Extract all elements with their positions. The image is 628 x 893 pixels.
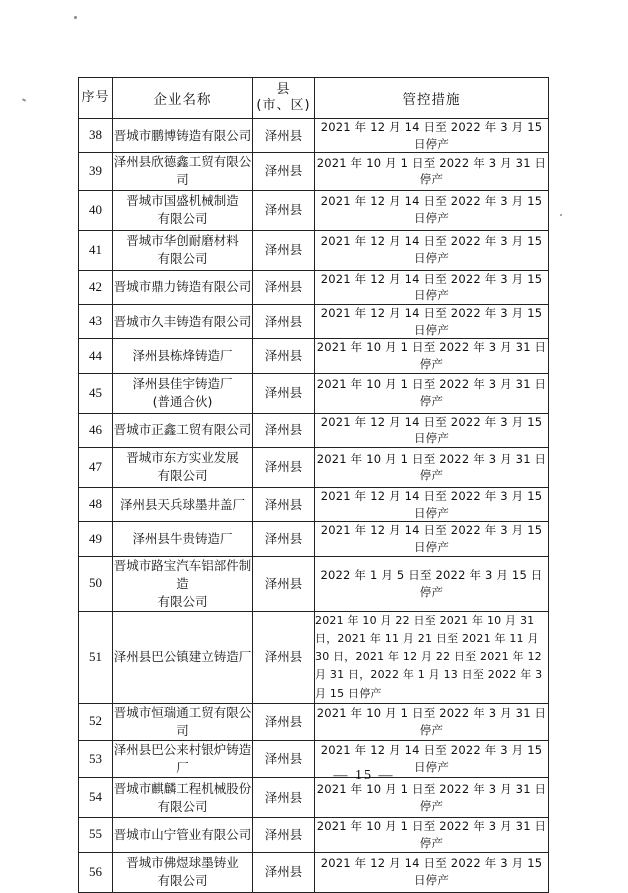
- cell-no: 53: [79, 740, 113, 777]
- cell-county: 泽州县: [253, 230, 315, 270]
- cell-county: 泽州县: [253, 270, 315, 304]
- cell-company-name: [113, 413, 253, 447]
- company-name-line: 有限公司: [157, 798, 208, 814]
- company-name-line: (普通合伙): [152, 394, 213, 410]
- company-name-line: 晋城市国盛机械制造: [126, 192, 239, 208]
- cell-control-measure: 2021 年 10 月 1 日至 2022 年 3 月 31 日停产: [315, 818, 549, 852]
- cell-county: 泽州县: [253, 522, 315, 556]
- cell-control-measure: 2021 年 10 月 1 日至 2022 年 3 月 31 日停产: [315, 447, 549, 487]
- table-row: [79, 818, 549, 852]
- company-name-line: 泽州县佳宇铸造厂: [132, 376, 233, 391]
- table-row: [79, 270, 549, 304]
- cell-company-name: [113, 230, 253, 270]
- cell-county: 泽州县: [253, 778, 315, 818]
- company-name-line: 泽州县巴公来村银炉铸造厂: [113, 741, 252, 776]
- company-name-line: 晋城市正鑫工贸有限公司: [113, 422, 252, 438]
- cell-company-name: [113, 119, 253, 153]
- company-name-line: 泽州县欣德鑫工贸有限公司: [113, 154, 252, 188]
- table-row: [79, 852, 549, 892]
- company-name-line: 晋城市恒瑞通工贸有限公司: [113, 704, 252, 738]
- cell-company-name: [113, 522, 253, 556]
- header-no: [79, 78, 113, 119]
- header-no-label: 序号: [81, 89, 110, 105]
- cell-control-measure: 2022 年 1 月 5 日至 2022 年 3 月 15 日停产: [315, 556, 549, 611]
- cell-control-measure: 2021 年 12 月 14 日至 2022 年 3 月 15 日停产: [315, 304, 549, 338]
- cell-control-measure: 2021 年 10 月 1 日至 2022 年 3 月 31 日停产: [315, 339, 549, 373]
- cell-county: 泽州县: [253, 556, 315, 611]
- cell-company-name: [113, 447, 253, 487]
- company-name-line: 泽州县栋烽铸造厂: [132, 347, 233, 363]
- cell-county: 泽州县: [253, 740, 315, 777]
- table-row: [79, 230, 549, 270]
- cell-county: 泽州县: [253, 190, 315, 230]
- cell-control-measure: 2021 年 12 月 14 日至 2022 年 3 月 15 日停产: [315, 119, 549, 153]
- cell-county: 泽州县: [253, 339, 315, 373]
- cell-no: 42: [79, 270, 113, 304]
- header-county-line1: 县: [276, 82, 291, 98]
- company-name-line: 有限公司: [157, 211, 208, 227]
- cell-no: 40: [79, 190, 113, 230]
- cell-county: 泽州县: [253, 703, 315, 740]
- cell-no: 47: [79, 447, 113, 487]
- company-name-line: 晋城市鼎力铸造有限公司: [113, 279, 252, 295]
- table-row: [79, 487, 549, 521]
- cell-control-measure: 2021 年 10 月 1 日至 2022 年 3 月 31 日停产: [315, 703, 549, 740]
- table-row: [79, 703, 549, 740]
- cell-control-measure: 2021 年 10 月 1 日至 2022 年 3 月 31 日停产: [315, 153, 549, 190]
- cell-company-name: [113, 339, 253, 373]
- company-name-line: 有限公司: [157, 468, 208, 484]
- scan-speck: [560, 214, 562, 216]
- scan-speck: [74, 16, 77, 19]
- company-name-line: 有限公司: [157, 251, 208, 267]
- cell-control-measure: 2021 年 12 月 14 日至 2022 年 3 月 15 日停产: [315, 190, 549, 230]
- cell-company-name: [113, 304, 253, 338]
- company-name-line: 泽州县牛贵铸造厂: [132, 530, 233, 546]
- table-row: [79, 612, 549, 704]
- cell-control-measure: 2021 年 12 月 14 日至 2022 年 3 月 15 日停产: [315, 413, 549, 447]
- page-number: — 15 —: [333, 768, 395, 783]
- cell-county: 泽州县: [253, 487, 315, 521]
- header-company: 企业名称: [113, 78, 253, 119]
- cell-company-name: [113, 487, 253, 521]
- company-name-line: 有限公司: [157, 873, 208, 889]
- company-name-line: 晋城市路宝汽车铝部件制造: [113, 557, 252, 591]
- table-row: [79, 522, 549, 556]
- cell-company-name: [113, 373, 253, 413]
- header-county: [253, 78, 315, 119]
- cell-company-name: [113, 556, 253, 611]
- cell-company-name: [113, 852, 253, 892]
- cell-no: 38: [79, 119, 113, 153]
- table-row: [79, 373, 549, 413]
- cell-county: 泽州县: [253, 447, 315, 487]
- header-county-line2: (市、区): [256, 98, 311, 113]
- cell-control-measure: 2021 年 12 月 14 日至 2022 年 3 月 15 日停产: [315, 852, 549, 892]
- table-header-row: [79, 78, 549, 119]
- cell-control-measure: 2021 年 12 月 14 日至 2022 年 3 月 15 日停产: [315, 230, 549, 270]
- cell-no: 49: [79, 522, 113, 556]
- cell-company-name: [113, 190, 253, 230]
- cell-no: 52: [79, 703, 113, 740]
- cell-county: 泽州县: [253, 304, 315, 338]
- cell-no: 39: [79, 153, 113, 190]
- cell-no: 44: [79, 339, 113, 373]
- cell-control-measure: 2021 年 10 月 22 日至 2021 年 10 月 31 日，2021 年 11 月 21 日至 2021 年 11 月 30 日，2021 年 12 月 22 日至 2021 年 12 月 31 日，2022 年 1 月 13 日至 2022 年 3 月 15 日停产: [315, 612, 549, 704]
- company-name-line: 晋城市华创耐磨材料: [126, 232, 239, 248]
- cell-county: 泽州县: [253, 852, 315, 892]
- cell-control-measure: 2021 年 12 月 14 日至 2022 年 3 月 15 日停产: [315, 522, 549, 556]
- company-name-line: 泽州县天兵球墨井盖厂: [119, 496, 245, 512]
- cell-county: 泽州县: [253, 413, 315, 447]
- table-row: [79, 304, 549, 338]
- cell-no: 50: [79, 556, 113, 611]
- company-name-line: 晋城市佛煜球墨铸业: [126, 854, 239, 870]
- cell-company-name: [113, 818, 253, 852]
- table-row: [79, 153, 549, 190]
- cell-county: 泽州县: [253, 153, 315, 190]
- table-row: [79, 556, 549, 611]
- company-name-line: 晋城市山宁管业有限公司: [113, 826, 252, 842]
- cell-county: 泽州县: [253, 818, 315, 852]
- cell-no: 51: [79, 612, 113, 704]
- cell-county: 泽州县: [253, 612, 315, 704]
- table-row: [79, 447, 549, 487]
- cell-control-measure: 2021 年 10 月 1 日至 2022 年 3 月 31 日停产: [315, 778, 549, 818]
- cell-company-name: [113, 153, 253, 190]
- cell-no: 56: [79, 852, 113, 892]
- cell-county: 泽州县: [253, 373, 315, 413]
- cell-control-measure: 2021 年 12 月 14 日至 2022 年 3 月 15 日停产: [315, 740, 549, 777]
- cell-control-measure: 2021 年 12 月 14 日至 2022 年 3 月 15 日停产: [315, 487, 549, 521]
- cell-no: 55: [79, 818, 113, 852]
- cell-no: 54: [79, 778, 113, 818]
- company-name-line: 晋城市鹏博铸造有限公司: [113, 127, 252, 143]
- table-row: [79, 190, 549, 230]
- cell-no: 46: [79, 413, 113, 447]
- table-row: [79, 413, 549, 447]
- cell-company-name: [113, 270, 253, 304]
- cell-control-measure: 2021 年 12 月 14 日至 2022 年 3 月 15 日停产: [315, 270, 549, 304]
- company-name-line: 晋城市东方实业发展: [126, 450, 239, 466]
- table-row: [79, 119, 549, 153]
- cell-no: 41: [79, 230, 113, 270]
- cell-company-name: [113, 703, 253, 740]
- cell-no: 48: [79, 487, 113, 521]
- cell-no: 43: [79, 304, 113, 338]
- cell-no: 45: [79, 373, 113, 413]
- cell-company-name: [113, 612, 253, 704]
- company-name-line: 晋城市久丰铸造有限公司: [113, 313, 252, 329]
- company-name-line: 有限公司: [157, 593, 208, 609]
- header-measure: 管控措施: [315, 78, 549, 119]
- company-name-line: 晋城市麒麟工程机械股份: [113, 780, 252, 796]
- scan-speck: [22, 98, 26, 102]
- table-row: [79, 339, 549, 373]
- company-name-line: 泽州县巴公镇建立铸造厂: [113, 649, 252, 665]
- cell-county: 泽州县: [253, 119, 315, 153]
- cell-control-measure: 2021 年 10 月 1 日至 2022 年 3 月 31 日停产: [315, 373, 549, 413]
